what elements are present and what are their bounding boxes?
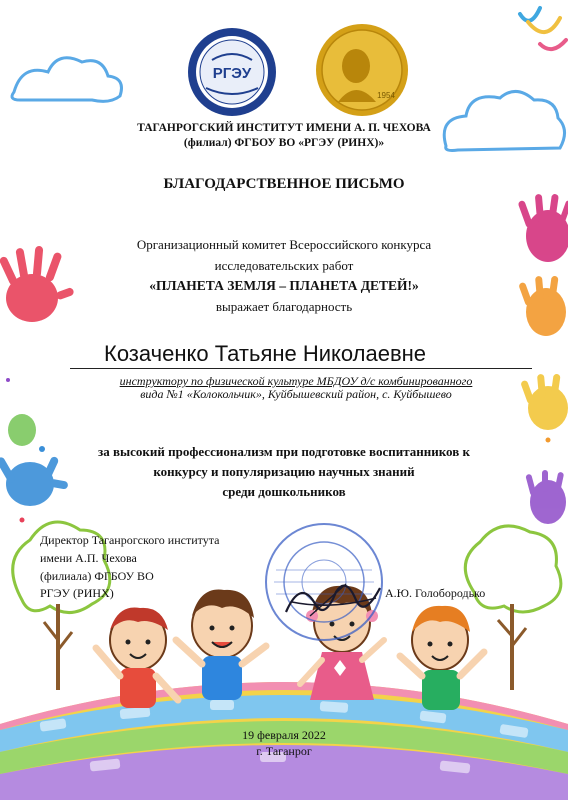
contest-name: «ПЛАНЕТА ЗЕМЛЯ – ПЛАНЕТА ДЕТЕЙ!» <box>149 278 419 293</box>
reason-line3: среди дошкольников <box>222 484 346 499</box>
reason-line2: конкурсу и популяризацию научных знаний <box>153 464 415 479</box>
director-title-line3: (филиала) ФГБОУ ВО <box>40 569 154 583</box>
signer-name: А.Ю. Голобородько <box>385 586 486 600</box>
handprint-green <box>8 414 36 446</box>
intro-line2: исследовательских работ <box>214 258 354 273</box>
director-title-line4: РГЭУ (РИНХ) <box>40 586 114 600</box>
director-title-line2: имени А.П. Чехова <box>40 551 137 565</box>
document-title: БЛАГОДАРСТВЕННОЕ ПИСЬМО <box>163 176 405 192</box>
handprint-purple <box>525 470 566 524</box>
svg-text:РГЭУ: РГЭУ <box>212 65 252 82</box>
document-city: г. Таганрог <box>256 744 312 758</box>
tree-right-drawing <box>465 526 561 690</box>
institute-name-line1: ТАГАНРОГСКИЙ ИНСТИТУТ ИМЕНИ А. П. ЧЕХОВА <box>137 122 431 134</box>
reason-line1: за высокий профессионализм при подготовке воспитанников к <box>98 444 470 459</box>
document-date: 19 февраля 2022 <box>242 728 326 742</box>
recipient-name: Козаченко Татьяне Николаевне <box>104 341 427 366</box>
svg-text:1954: 1954 <box>377 91 395 100</box>
handprint-red <box>0 246 75 322</box>
intro-line1: Организационный комитет Всероссийского конкурса <box>136 237 432 252</box>
recipient-position-line2: вида №1 «Колокольчик», Куйбышевский район, с. Куйбышево <box>140 387 452 401</box>
cloud-left-drawing <box>12 58 122 102</box>
institute-name-line2: (филиал) ФГБОУ ВО «РГЭУ (РИНХ)» <box>183 137 385 149</box>
handprint-orange <box>518 276 566 336</box>
rainbow-strokes <box>520 8 566 49</box>
planet-hill <box>0 640 568 800</box>
handprint-yellow <box>520 374 568 430</box>
recipient-underline <box>70 368 532 369</box>
handprint-magenta <box>517 194 568 262</box>
intro-line4: выражает благодарность <box>215 299 353 314</box>
recipient-position-line1: инструктору по физической культуре МБДОУ д/с комбинированного <box>119 374 473 388</box>
handwritten-signature <box>280 572 390 632</box>
chekhov-institute-logo <box>314 22 410 118</box>
director-title-line1: Директор Таганрогского института <box>40 533 220 547</box>
rgeu-logo <box>186 26 278 118</box>
